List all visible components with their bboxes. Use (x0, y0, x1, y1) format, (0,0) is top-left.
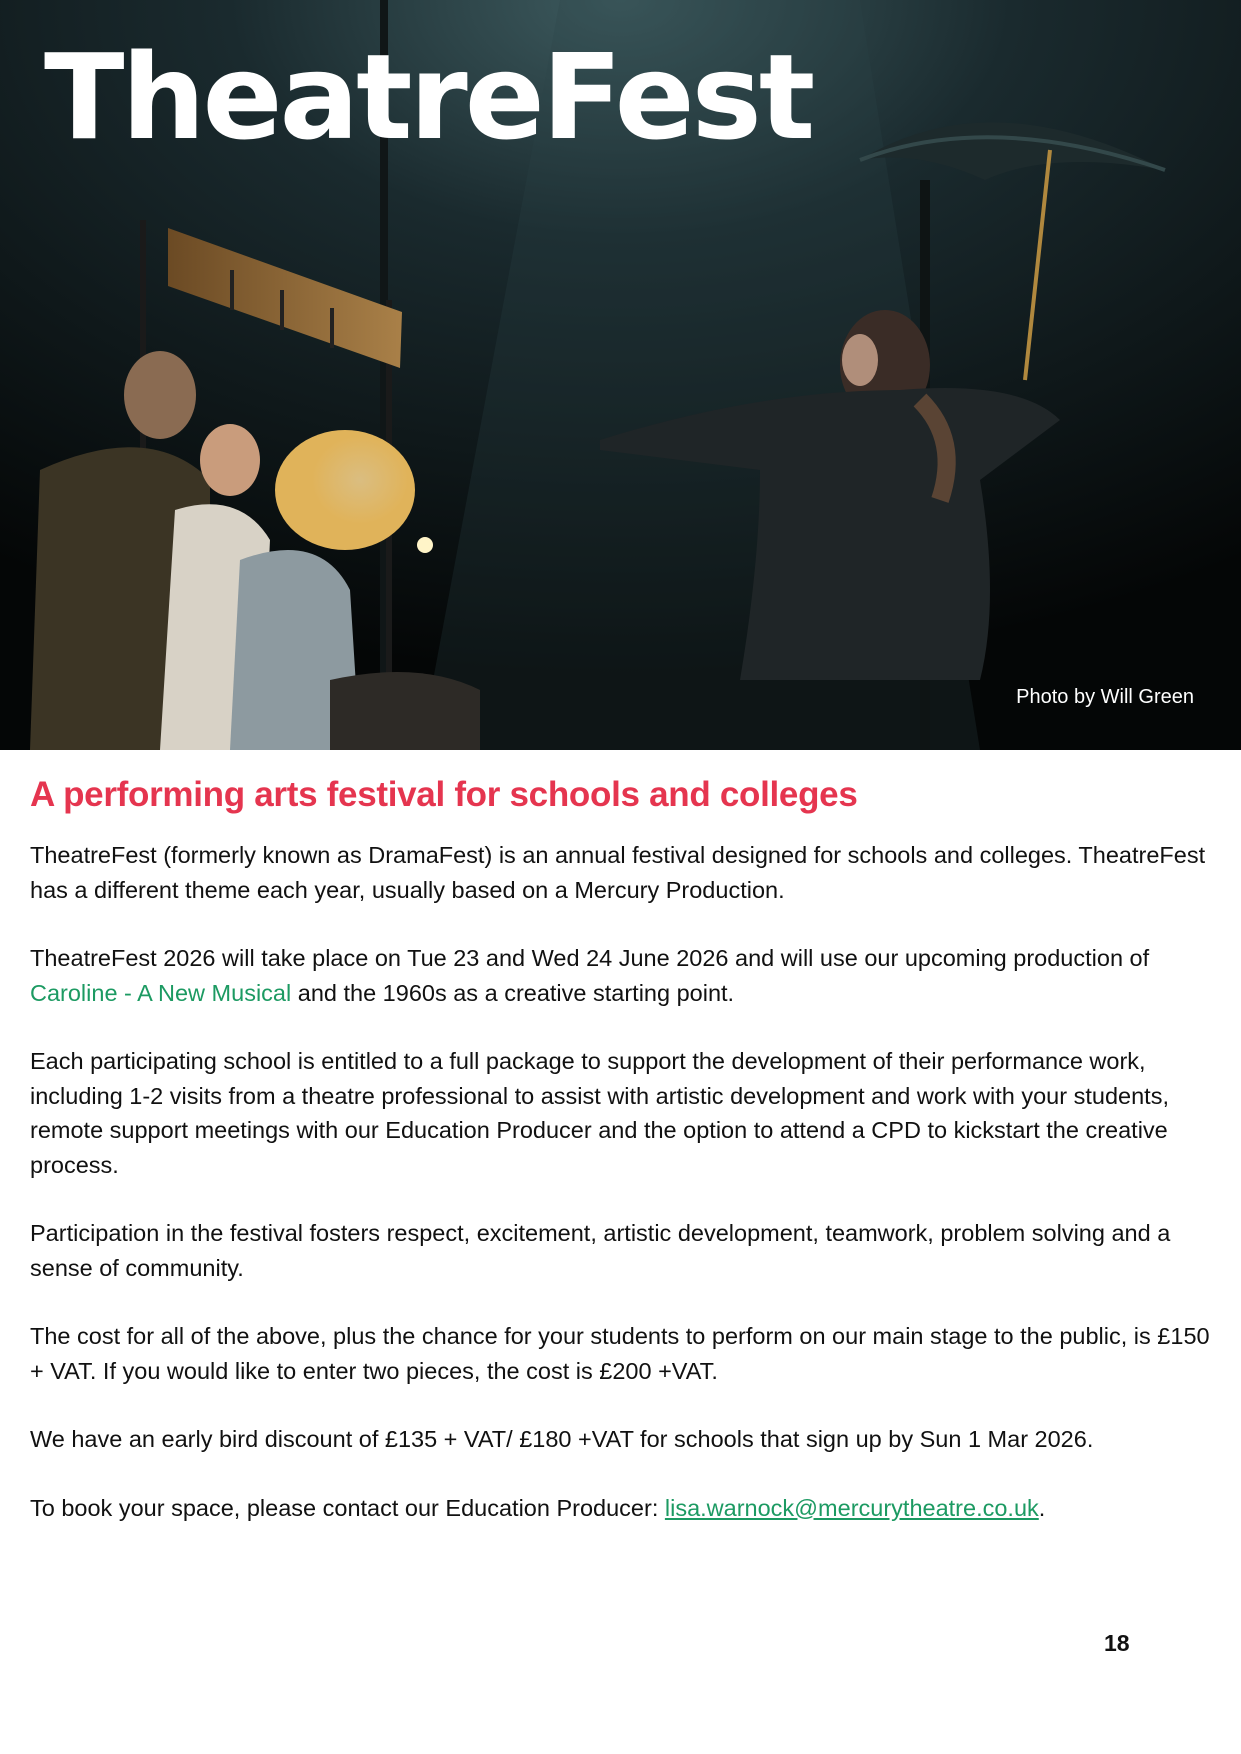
booking-text: To book your space, please contact our Education Producer: (30, 1494, 665, 1521)
early-bird-paragraph: We have an early bird discount of £135 + VAT/ £180 +VAT for schools that sign up by Sun 1 Mar 2026. (30, 1426, 1094, 1452)
dates-paragraph (30, 941, 1210, 1010)
caroline-musical-link[interactable]: Caroline - A New Musical (30, 979, 292, 1006)
page-title: TheatreFest (44, 28, 813, 166)
booking-text-end: . (1038, 1494, 1046, 1521)
section-subtitle: A performing arts festival for schools and colleges (30, 775, 858, 814)
email-link[interactable]: lisa.warnock@mercurytheatre.co.uk (664, 1494, 1039, 1521)
photo-credit: Photo by Will Green (1016, 686, 1194, 708)
package-paragraph: Each participating school is entitled to a full package to support the development of their performance work, including 1-2 visits from a theatre professional to assist with artistic development and work with your students, remote support meetings with our Education Producer and the option to attend a CPD to kickstart the creative process. (30, 1048, 1169, 1178)
intro-paragraph: TheatreFest (formerly known as DramaFest) is an annual festival designed for schools and colleges. TheatreFest has a different theme each year, usually based on a Mercury Production. (30, 842, 1206, 903)
main-content (30, 774, 1210, 1559)
dates-text-end: and the 1960s as a creative starting point. (291, 979, 735, 1006)
dates-text: TheatreFest 2026 will take place on Tue 23 and Wed 24 June 2026 and will use our upcoming production of (30, 945, 1150, 971)
page-number: 18 (1104, 1630, 1130, 1656)
benefits-paragraph: Participation in the festival fosters respect, excitement, artistic development, teamwork, problem solving and a sense of community. (30, 1220, 1171, 1281)
hero-photo (0, 0, 1241, 750)
booking-paragraph (30, 1491, 1210, 1526)
cost-paragraph: The cost for all of the above, plus the chance for your students to perform on our main stage to the public, is £150 + VAT. If you would like to enter two pieces, the cost is £200 +VAT. (30, 1323, 1210, 1384)
